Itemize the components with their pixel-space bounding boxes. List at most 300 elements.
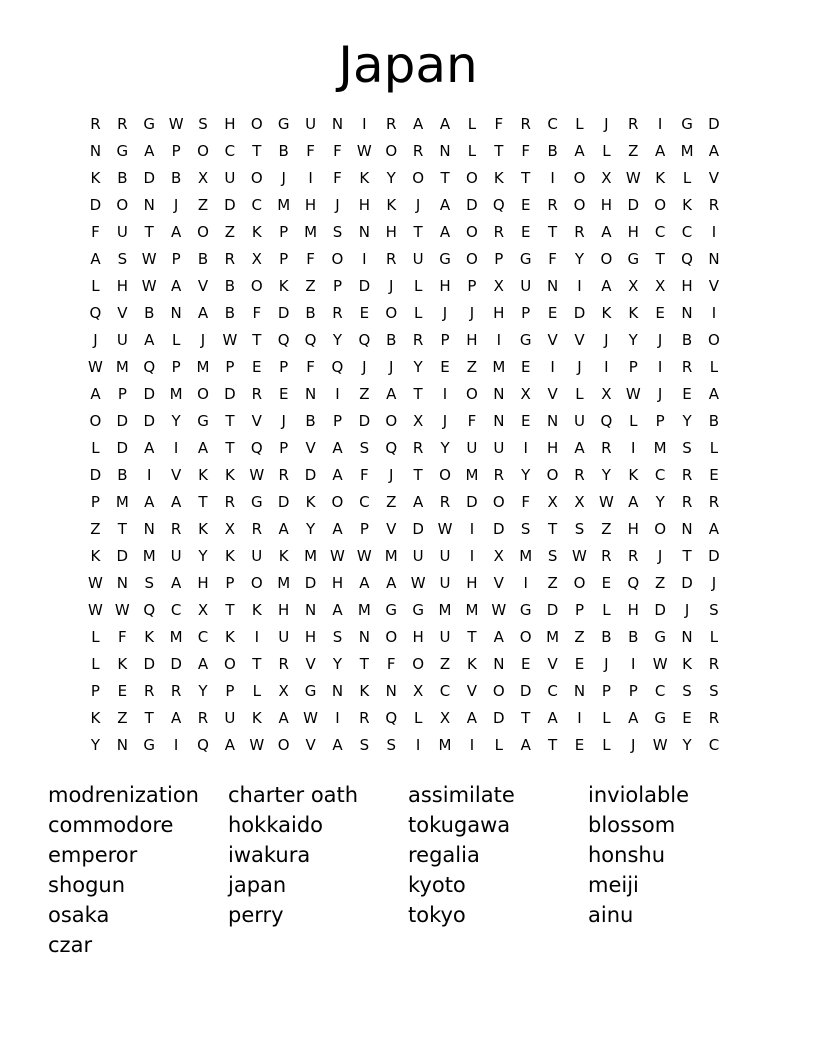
- grid-letter: G: [116, 141, 129, 160]
- grid-letter: S: [709, 600, 719, 619]
- grid-letter: Q: [331, 357, 344, 376]
- grid-letter: X: [547, 492, 558, 511]
- grid-letter: J: [415, 195, 421, 214]
- grid-letter: R: [144, 681, 155, 700]
- grid-letter: G: [143, 735, 156, 754]
- grid-letter: T: [413, 384, 423, 403]
- grid-letter: X: [655, 276, 666, 295]
- grid-letter: O: [654, 195, 667, 214]
- grid-letter: O: [116, 195, 129, 214]
- grid-letter: E: [574, 654, 585, 673]
- grid-letter: I: [631, 654, 636, 673]
- grid-letter: E: [547, 303, 558, 322]
- grid-letter: A: [493, 627, 504, 646]
- grid-letter: D: [466, 492, 478, 511]
- grid-letter: C: [224, 141, 236, 160]
- grid-letter: O: [250, 573, 263, 592]
- grid-letter: V: [547, 654, 558, 673]
- grid-letter: B: [144, 303, 155, 322]
- grid-letter: Z: [197, 195, 209, 214]
- grid-letter: A: [332, 438, 343, 457]
- grid-letter: D: [708, 114, 720, 133]
- grid-letter: T: [198, 492, 208, 511]
- grid-letter: W: [598, 492, 614, 511]
- grid-letter: A: [144, 492, 155, 511]
- word-list-item: osaka: [48, 903, 110, 927]
- word-list-item: modrenization: [48, 783, 199, 807]
- grid-letter: U: [251, 546, 263, 565]
- grid-letter: I: [711, 222, 717, 241]
- grid-letter: L: [494, 735, 503, 754]
- grid-letter: O: [573, 168, 586, 187]
- grid-letter: D: [143, 168, 155, 187]
- grid-letter: W: [88, 600, 103, 619]
- grid-letter: R: [520, 114, 531, 133]
- grid-letter: T: [144, 708, 154, 727]
- grid-letter: X: [412, 411, 424, 430]
- grid-letter: M: [277, 573, 291, 592]
- grid-letter: Z: [574, 627, 585, 646]
- grid-letter: U: [439, 546, 451, 565]
- grid-letter: L: [467, 114, 477, 133]
- grid-letter: K: [224, 465, 235, 484]
- grid-letter: D: [358, 411, 371, 430]
- word-list-item: commodore: [48, 813, 174, 837]
- grid-letter: B: [278, 141, 289, 160]
- grid-letter: W: [410, 573, 426, 592]
- grid-letter: M: [546, 627, 560, 646]
- grid-letter: S: [198, 114, 208, 133]
- grid-letter: I: [173, 735, 179, 754]
- grid-letter: P: [90, 492, 100, 511]
- grid-letter: J: [281, 168, 286, 187]
- grid-letter: A: [197, 303, 209, 322]
- grid-letter: W: [141, 276, 157, 295]
- grid-letter: S: [144, 573, 154, 592]
- grid-letter: R: [278, 465, 289, 484]
- grid-letter: K: [278, 546, 289, 565]
- grid-letter: P: [332, 276, 342, 295]
- grid-letter: S: [682, 438, 692, 457]
- grid-letter: A: [439, 114, 451, 133]
- grid-letter: Z: [466, 357, 478, 376]
- grid-letter: D: [681, 573, 693, 592]
- grid-letter: O: [573, 573, 586, 592]
- grid-letter: Q: [385, 708, 398, 727]
- grid-letter: L: [682, 168, 692, 187]
- grid-letter: M: [680, 141, 694, 160]
- grid-letter: K: [305, 492, 316, 511]
- grid-letter: Q: [250, 438, 263, 457]
- grid-letter: B: [224, 276, 236, 295]
- grid-letter: K: [198, 519, 208, 538]
- grid-letter: E: [520, 195, 531, 214]
- grid-letter: I: [254, 627, 259, 646]
- grid-letter: M: [304, 546, 318, 565]
- grid-letter: B: [305, 303, 316, 322]
- grid-letter: J: [657, 330, 663, 349]
- grid-letter: S: [117, 249, 128, 268]
- grid-letter: C: [654, 465, 666, 484]
- grid-letter: L: [602, 735, 611, 754]
- grid-letter: N: [493, 654, 505, 673]
- grid-letter: H: [331, 573, 344, 592]
- grid-letter: T: [413, 222, 423, 241]
- grid-letter: V: [574, 330, 585, 349]
- grid-letter: Q: [197, 735, 209, 754]
- grid-letter: K: [117, 654, 128, 673]
- grid-letter: J: [281, 411, 286, 430]
- grid-letter: N: [116, 573, 128, 592]
- grid-letter: R: [574, 222, 585, 241]
- grid-letter: Z: [117, 708, 128, 727]
- grid-letter: R: [708, 492, 720, 511]
- grid-letter: M: [142, 546, 156, 565]
- grid-letter: K: [224, 546, 235, 565]
- grid-letter: A: [170, 222, 182, 241]
- grid-letter: Z: [628, 141, 639, 160]
- grid-letter: K: [251, 600, 262, 619]
- grid-letter: P: [171, 357, 181, 376]
- grid-letter: N: [304, 384, 317, 403]
- grid-letter: D: [627, 195, 640, 214]
- grid-letter: J: [657, 546, 663, 565]
- grid-letter: B: [170, 168, 182, 187]
- grid-letter: V: [305, 654, 316, 673]
- grid-letter: V: [708, 276, 720, 295]
- grid-letter: T: [521, 708, 531, 727]
- grid-letter: Y: [90, 735, 101, 754]
- grid-letter: R: [493, 465, 505, 484]
- grid-letter: O: [708, 330, 720, 349]
- grid-letter: A: [224, 735, 236, 754]
- grid-letter: C: [654, 222, 666, 241]
- grid-letter: D: [304, 465, 317, 484]
- grid-letter: J: [442, 303, 448, 322]
- grid-letter: Q: [143, 600, 156, 619]
- grid-letter: V: [170, 465, 182, 484]
- grid-letter: O: [654, 519, 667, 538]
- grid-letter: D: [573, 303, 586, 322]
- grid-letter: O: [331, 249, 344, 268]
- grid-letter: G: [385, 600, 398, 619]
- grid-letter: Q: [600, 411, 613, 430]
- grid-letter: K: [682, 195, 692, 214]
- grid-letter: E: [520, 411, 531, 430]
- grid-letter: V: [197, 276, 209, 295]
- grid-letter: M: [169, 384, 183, 403]
- grid-letter: F: [333, 168, 342, 187]
- grid-letter: D: [519, 681, 532, 700]
- grid-letter: Z: [305, 276, 316, 295]
- grid-letter: P: [628, 681, 638, 700]
- grid-letter: I: [631, 438, 636, 457]
- grid-letter: J: [711, 573, 717, 592]
- grid-letter: H: [627, 519, 639, 538]
- grid-letter: N: [681, 303, 693, 322]
- grid-letter: L: [413, 276, 423, 295]
- grid-letter: Y: [413, 357, 423, 376]
- grid-letter: J: [604, 114, 609, 133]
- grid-letter: U: [412, 546, 424, 565]
- grid-letter: K: [251, 708, 262, 727]
- word-list: [48, 780, 768, 960]
- grid-letter: J: [173, 195, 179, 214]
- grid-letter: F: [306, 249, 315, 268]
- grid-letter: D: [224, 384, 236, 403]
- grid-letter: P: [225, 357, 235, 376]
- grid-letter: L: [91, 627, 100, 646]
- grid-letter: A: [574, 141, 585, 160]
- grid-letter: G: [627, 249, 640, 268]
- grid-letter: B: [305, 411, 316, 430]
- grid-letter: I: [362, 114, 367, 133]
- grid-letter: W: [356, 141, 372, 160]
- grid-letter: T: [225, 600, 235, 619]
- grid-letter: L: [602, 141, 611, 160]
- grid-letter: D: [304, 573, 317, 592]
- grid-letter: W: [249, 735, 265, 754]
- grid-letter: L: [602, 600, 611, 619]
- grid-letter: J: [389, 465, 394, 484]
- grid-letter: A: [197, 438, 209, 457]
- grid-letter: I: [577, 276, 582, 295]
- grid-letter: D: [654, 600, 666, 619]
- grid-letter: G: [519, 600, 532, 619]
- grid-letter: R: [601, 546, 612, 565]
- grid-letter: R: [224, 249, 236, 268]
- grid-letter: Y: [628, 330, 638, 349]
- grid-letter: A: [332, 735, 343, 754]
- grid-letter: J: [684, 600, 690, 619]
- grid-letter: A: [386, 384, 397, 403]
- grid-letter: G: [304, 681, 317, 700]
- grid-letter: W: [437, 519, 453, 538]
- grid-letter: I: [657, 114, 663, 133]
- grid-letter: R: [628, 546, 639, 565]
- grid-letter: P: [655, 411, 665, 430]
- grid-letter: N: [304, 600, 317, 619]
- grid-letter: R: [681, 492, 693, 511]
- grid-letter: K: [278, 276, 289, 295]
- grid-letter: T: [225, 438, 235, 457]
- grid-letter: P: [467, 276, 477, 295]
- grid-letter: A: [601, 276, 612, 295]
- grid-letter: A: [332, 519, 343, 538]
- grid-letter: A: [90, 249, 101, 268]
- grid-letter: A: [628, 492, 639, 511]
- grid-letter: K: [198, 465, 208, 484]
- grid-letter: O: [439, 465, 451, 484]
- grid-letter: N: [331, 681, 344, 700]
- grid-letter: D: [358, 276, 371, 295]
- grid-letter: Z: [439, 654, 451, 673]
- grid-letter: P: [494, 249, 504, 268]
- grid-letter: P: [279, 357, 289, 376]
- grid-letter: K: [251, 222, 262, 241]
- grid-letter: N: [143, 195, 155, 214]
- grid-letter: A: [708, 519, 720, 538]
- grid-letter: W: [330, 546, 345, 565]
- grid-letter: U: [439, 627, 451, 646]
- grid-letter: O: [412, 654, 425, 673]
- grid-letter: S: [332, 222, 343, 241]
- grid-letter: G: [197, 411, 209, 430]
- grid-letter: J: [469, 303, 475, 322]
- grid-letter: Q: [385, 438, 398, 457]
- grid-letter: L: [709, 438, 719, 457]
- grid-letter: W: [572, 546, 587, 565]
- grid-letter: F: [306, 357, 315, 376]
- grid-letter: K: [386, 195, 397, 214]
- grid-letter: N: [681, 627, 693, 646]
- grid-letter: Q: [358, 330, 371, 349]
- grid-letter: O: [385, 411, 398, 430]
- grid-letter: A: [278, 519, 289, 538]
- grid-letter: I: [362, 249, 367, 268]
- grid-letter: P: [601, 681, 611, 700]
- grid-letter: W: [303, 708, 318, 727]
- grid-letter: P: [279, 438, 289, 457]
- grid-letter: M: [169, 627, 183, 646]
- grid-letter: Z: [90, 519, 101, 538]
- grid-letter: I: [711, 303, 717, 322]
- grid-letter: W: [168, 114, 184, 133]
- grid-letter: K: [359, 168, 370, 187]
- word-list-item: charter oath: [228, 783, 359, 807]
- grid-letter: F: [252, 303, 262, 322]
- grid-letter: D: [116, 438, 129, 457]
- grid-letter: L: [709, 627, 719, 646]
- word-list-item: blossom: [588, 813, 676, 837]
- grid-letter: H: [600, 195, 612, 214]
- grid-letter: K: [90, 708, 101, 727]
- grid-letter: C: [654, 681, 666, 700]
- grid-letter: B: [197, 249, 209, 268]
- grid-letter: A: [520, 735, 531, 754]
- grid-letter: R: [439, 492, 451, 511]
- grid-letter: M: [438, 600, 452, 619]
- grid-letter: W: [625, 168, 641, 187]
- grid-letter: C: [547, 681, 558, 700]
- grid-letter: I: [147, 465, 152, 484]
- grid-letter: N: [385, 681, 397, 700]
- grid-letter: F: [360, 465, 369, 484]
- grid-letter: B: [117, 465, 128, 484]
- grid-letter: R: [574, 465, 585, 484]
- grid-letter: G: [654, 627, 666, 646]
- grid-letter: I: [577, 708, 582, 727]
- grid-letter: N: [170, 303, 182, 322]
- grid-letter: W: [652, 654, 668, 673]
- grid-letter: B: [681, 330, 693, 349]
- grid-letter: A: [655, 141, 666, 160]
- grid-letter: D: [89, 465, 102, 484]
- word-list-item: inviolable: [588, 783, 690, 807]
- grid-letter: F: [118, 627, 127, 646]
- grid-letter: X: [601, 168, 612, 187]
- grid-letter: R: [681, 357, 693, 376]
- grid-letter: R: [278, 654, 289, 673]
- grid-letter: V: [305, 735, 316, 754]
- grid-letter: B: [628, 627, 639, 646]
- grid-letter: O: [492, 492, 505, 511]
- grid-letter: M: [465, 600, 479, 619]
- grid-letter: D: [89, 195, 102, 214]
- grid-letter: G: [681, 114, 693, 133]
- grid-letter: E: [278, 384, 289, 403]
- grid-letter: R: [708, 708, 720, 727]
- grid-letter: J: [335, 195, 340, 214]
- grid-letter: R: [90, 114, 101, 133]
- grid-letter: E: [520, 222, 531, 241]
- grid-letter: E: [520, 654, 531, 673]
- grid-letter: A: [90, 384, 101, 403]
- grid-letter: D: [116, 546, 129, 565]
- grid-letter: U: [116, 222, 128, 241]
- grid-letter: N: [546, 411, 559, 430]
- grid-letter: R: [493, 222, 505, 241]
- grid-letter: F: [494, 114, 504, 133]
- grid-letter: Y: [682, 735, 692, 754]
- grid-letter: X: [197, 168, 209, 187]
- grid-letter: I: [308, 168, 313, 187]
- word-list-item: czar: [48, 933, 93, 957]
- grid-letter: H: [466, 573, 478, 592]
- grid-letter: I: [550, 168, 555, 187]
- grid-letter: O: [492, 681, 505, 700]
- grid-letter: K: [493, 168, 504, 187]
- grid-letter: Z: [224, 222, 236, 241]
- grid-letter: A: [547, 708, 558, 727]
- grid-letter: W: [356, 546, 372, 565]
- grid-letter: L: [629, 411, 638, 430]
- grid-letter: K: [601, 303, 612, 322]
- grid-letter: G: [654, 708, 666, 727]
- letter-grid: [82, 110, 727, 758]
- grid-letter: X: [493, 276, 504, 295]
- grid-letter: G: [439, 249, 451, 268]
- grid-letter: R: [197, 708, 209, 727]
- grid-letter: Q: [627, 573, 640, 592]
- grid-letter: E: [574, 735, 585, 754]
- grid-letter: O: [385, 303, 398, 322]
- grid-letter: R: [708, 195, 720, 214]
- grid-letter: M: [277, 195, 291, 214]
- grid-letter: M: [438, 735, 452, 754]
- grid-letter: S: [682, 681, 692, 700]
- grid-letter: U: [493, 438, 505, 457]
- grid-letter: Z: [601, 519, 612, 538]
- grid-letter: S: [386, 735, 396, 754]
- grid-letter: U: [520, 276, 532, 295]
- grid-letter: C: [251, 195, 263, 214]
- grid-letter: Y: [655, 492, 665, 511]
- grid-letter: U: [116, 330, 128, 349]
- grid-letter: F: [306, 141, 315, 160]
- grid-letter: X: [224, 519, 236, 538]
- grid-letter: Y: [332, 654, 343, 673]
- grid-letter: K: [90, 168, 101, 187]
- grid-letter: S: [359, 735, 370, 754]
- grid-letter: D: [493, 708, 505, 727]
- word-list-item: hokkaido: [228, 813, 323, 837]
- grid-letter: A: [359, 573, 370, 592]
- grid-letter: R: [601, 438, 612, 457]
- grid-letter: J: [200, 330, 206, 349]
- grid-letter: S: [709, 681, 719, 700]
- grid-letter: X: [628, 276, 639, 295]
